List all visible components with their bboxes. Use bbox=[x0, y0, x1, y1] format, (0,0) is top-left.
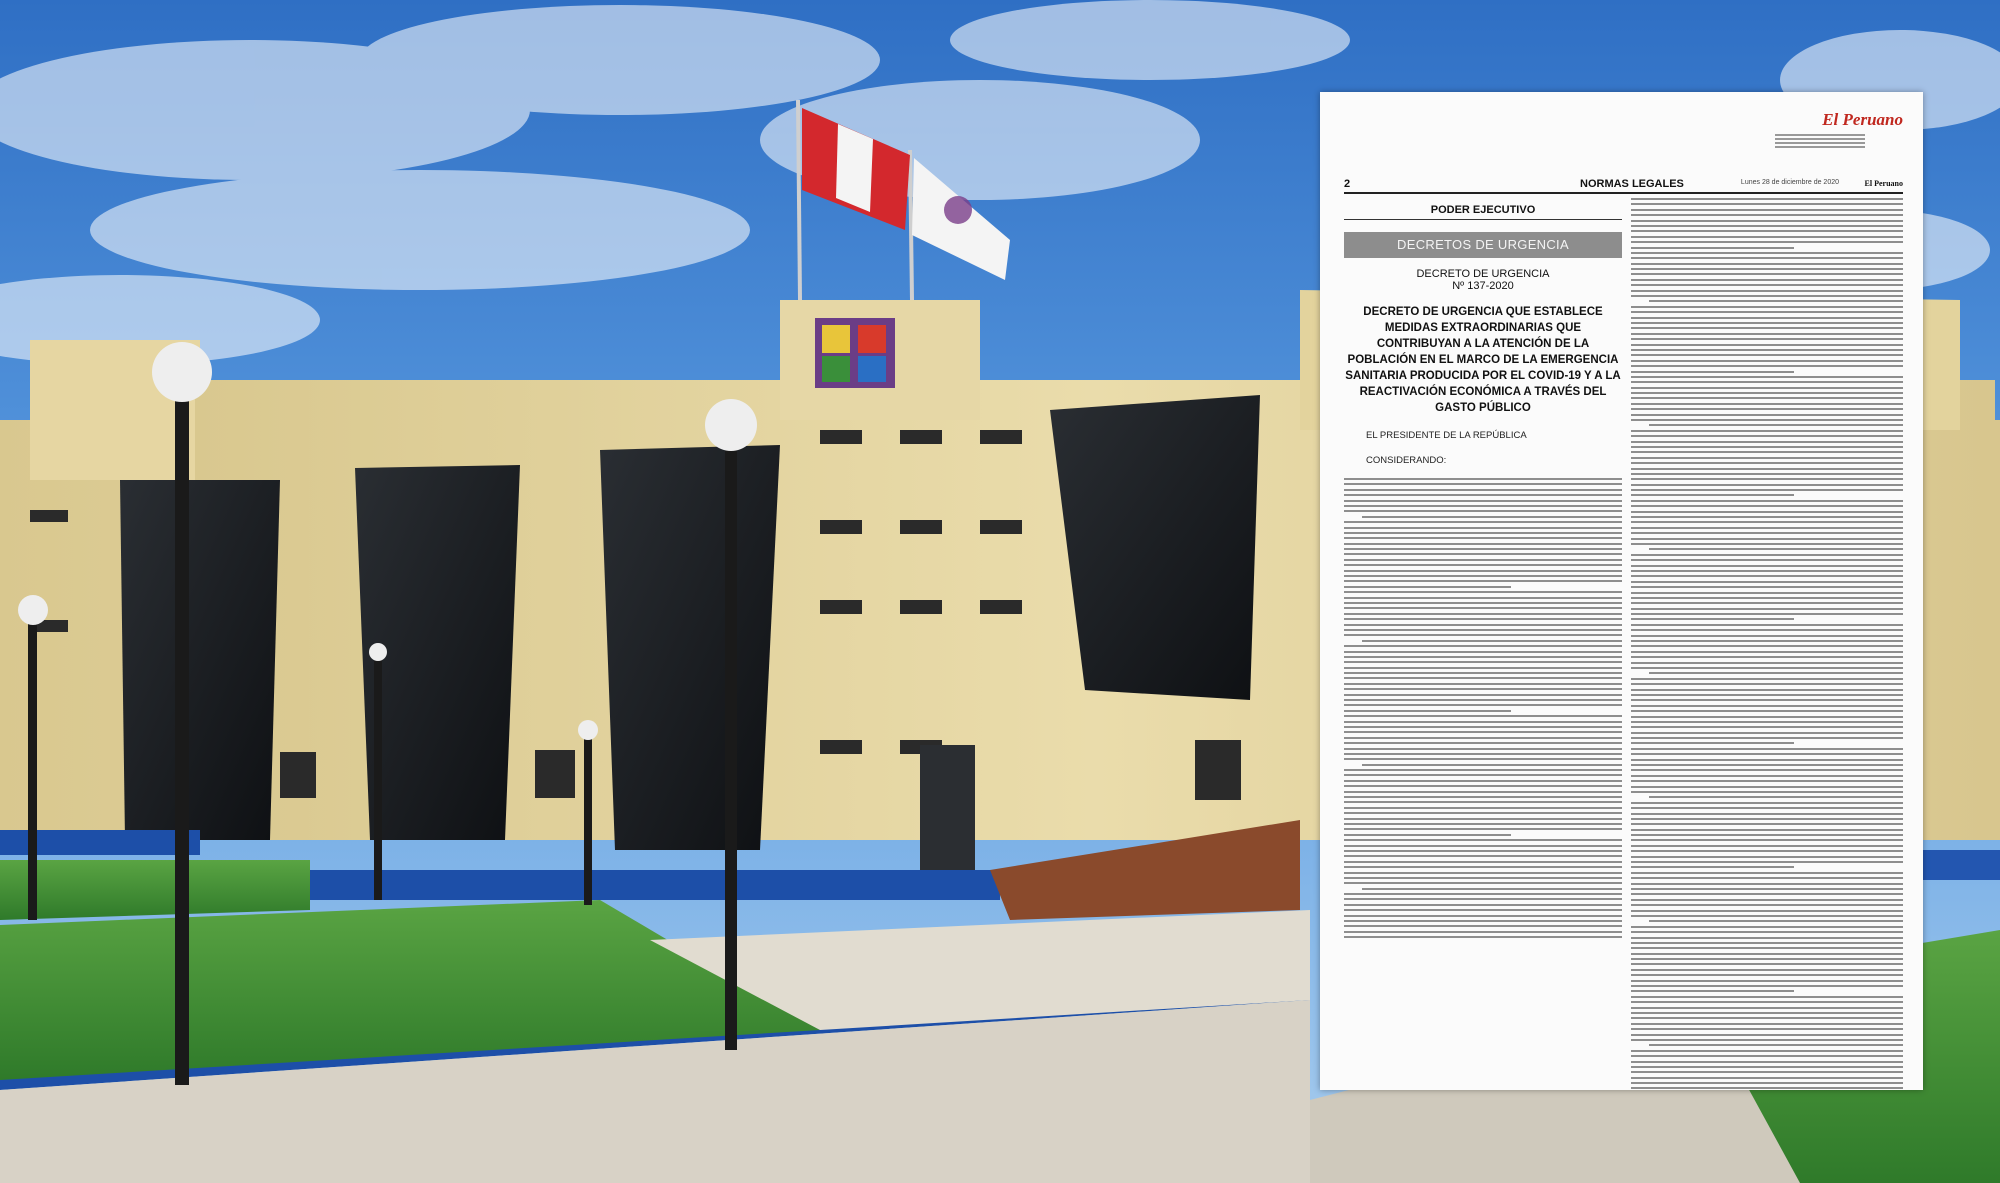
issue-date: Lunes 28 de diciembre de 2020 bbox=[1740, 179, 1839, 186]
newspaper-page bbox=[1320, 92, 1923, 1090]
decree-number: Nº 137-2020 bbox=[1452, 280, 1514, 292]
body-text-right bbox=[1631, 198, 1903, 1090]
section-box: DECRETOS DE URGENCIA bbox=[1344, 232, 1622, 258]
section-name: NORMAS LEGALES bbox=[1580, 178, 1684, 190]
column-left bbox=[1344, 204, 1622, 942]
column-right bbox=[1631, 198, 1903, 1090]
logo-metadata bbox=[1775, 132, 1865, 150]
page-header bbox=[1344, 178, 1903, 194]
body-text-left bbox=[1344, 478, 1622, 938]
page-number: 2 bbox=[1344, 178, 1351, 190]
poder-heading: PODER EJECUTIVO bbox=[1344, 204, 1622, 220]
decree-heading: DECRETO DE URGENCIA QUE ESTABLECE MEDIDAS EXTRAORDINARIAS QUE CONTRIBUYAN A LA ATENCIÓN DE LA POBLACIÓN EN EL MARCO DE LA EMERGENCIA SANITARIA PRODUCIDA POR EL COVID-19 Y A LA REACTIVACIÓN ECONÓMICA A TRAVÉS DEL GASTO PÚBLICO bbox=[1345, 306, 1621, 414]
el-peruano-logo: El Peruano bbox=[1822, 110, 1903, 129]
president-line: EL PRESIDENTE DE LA REPÚBLICA bbox=[1366, 430, 1527, 441]
decree-title: DECRETO DE URGENCIA bbox=[1416, 268, 1550, 280]
lawn-left bbox=[0, 860, 310, 920]
considerando-line: CONSIDERANDO: bbox=[1366, 455, 1447, 466]
header-brand: El Peruano bbox=[1864, 179, 1903, 188]
